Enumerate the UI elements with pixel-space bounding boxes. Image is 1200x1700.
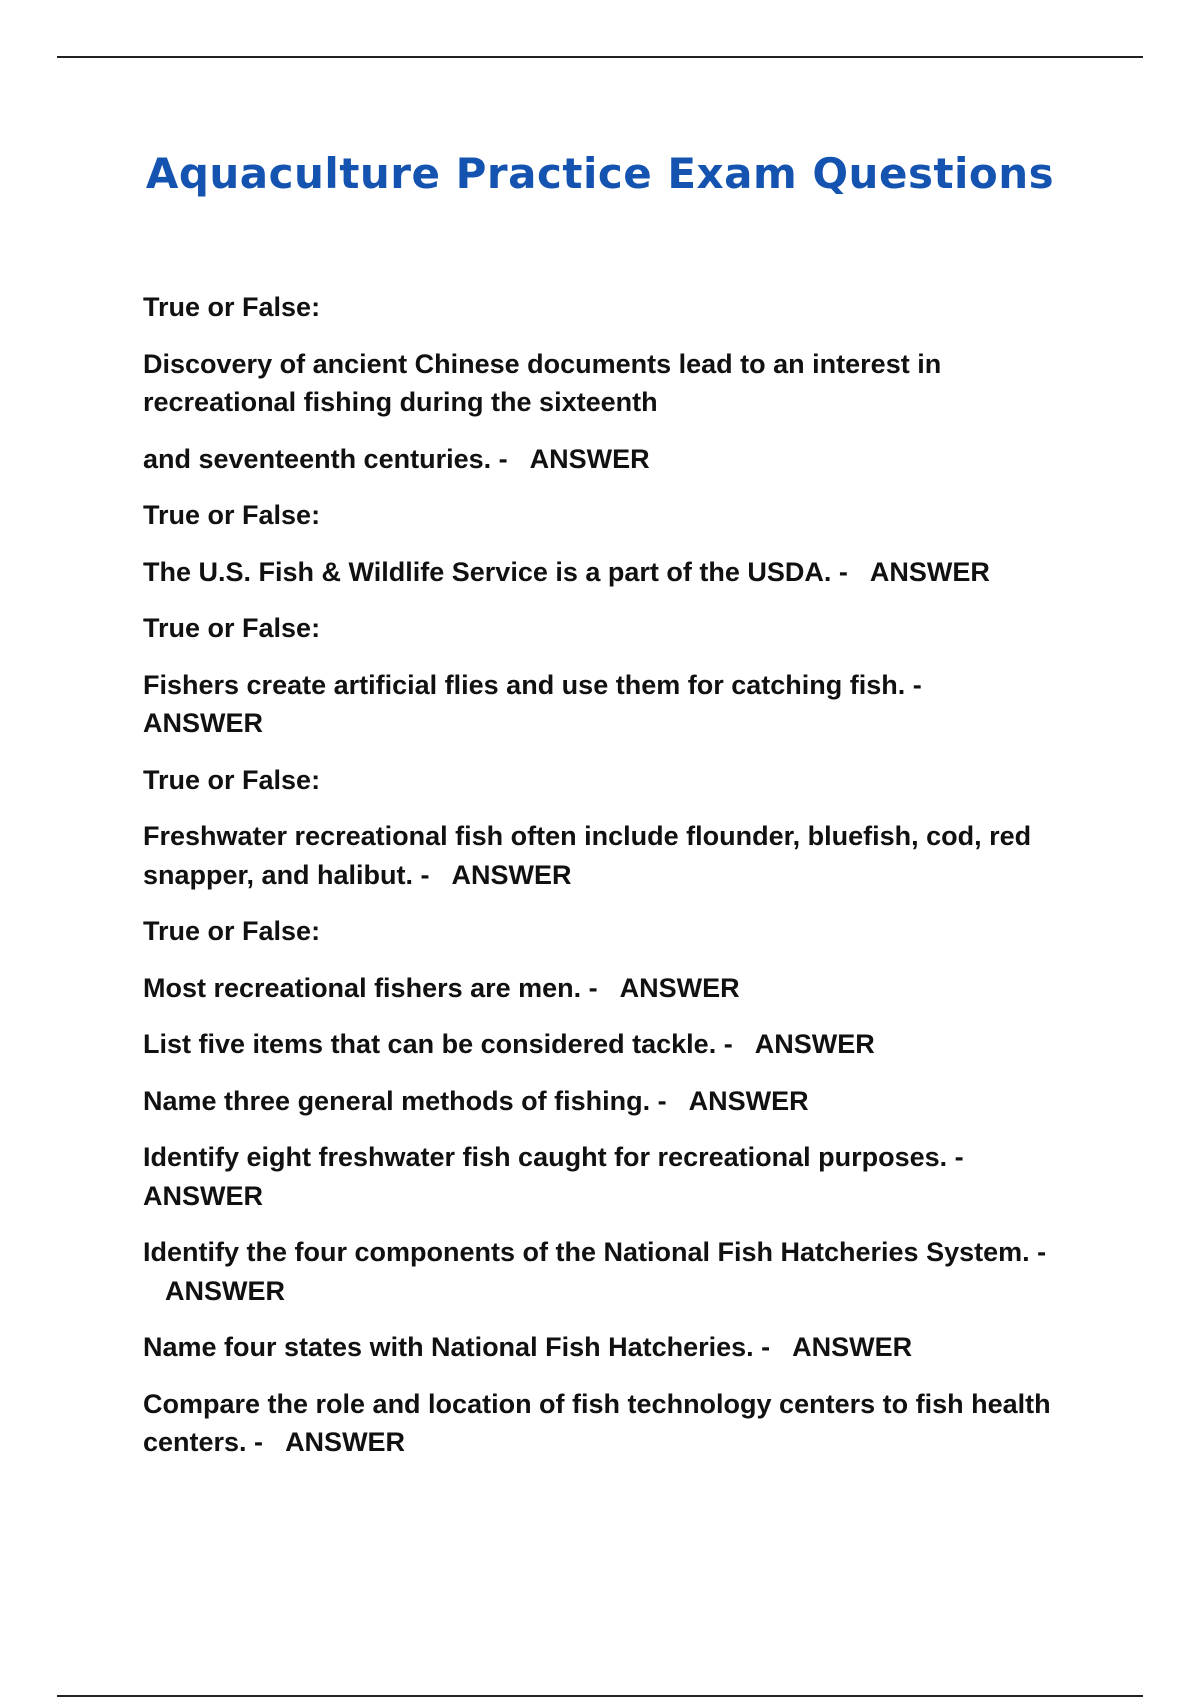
question-text-block bbox=[143, 440, 1093, 479]
answer-label: ANSWER bbox=[165, 1275, 285, 1306]
question-text-block bbox=[143, 1138, 1093, 1215]
question-text-block bbox=[143, 1328, 1093, 1367]
question-text: Identify the four components of the National Fish Hatcheries System. - bbox=[143, 1237, 1047, 1267]
question-text-block bbox=[143, 1385, 1093, 1462]
question-text: Identify eight freshwater fish caught for recreational purposes. - bbox=[143, 1142, 964, 1172]
answer-label: ANSWER bbox=[529, 443, 650, 474]
question-text: Compare the role and location of fish technology centers to fish health centers. - bbox=[143, 1388, 1051, 1457]
question-text: True or False: bbox=[143, 500, 321, 530]
top-rule bbox=[57, 56, 1143, 58]
question-prompt bbox=[143, 761, 1093, 800]
question-text: True or False: bbox=[143, 764, 321, 795]
answer-label: ANSWER bbox=[143, 708, 263, 738]
answer-label: ANSWER bbox=[143, 1180, 263, 1211]
question-text-block bbox=[143, 1233, 1093, 1310]
question-text: Name four states with National Fish Hatcheries. - bbox=[143, 1332, 771, 1362]
question-text: List five items that can be considered tackle. - bbox=[143, 1029, 733, 1059]
question-text: True or False: bbox=[143, 613, 321, 643]
question-text-block bbox=[143, 666, 1093, 743]
answer-label: ANSWER bbox=[451, 859, 572, 890]
question-text-block bbox=[143, 969, 1093, 1008]
question-prompt bbox=[143, 609, 1093, 648]
question-text: Discovery of ancient Chinese documents lead to an interest in recreational fishing during the sixteenth bbox=[143, 348, 942, 417]
answer-label: ANSWER bbox=[754, 1029, 875, 1059]
question-text-block bbox=[143, 1082, 1093, 1121]
question-prompt bbox=[143, 912, 1093, 951]
question-text: Fishers create artificial flies and use them for catching fish. - bbox=[143, 669, 922, 700]
answer-label: ANSWER bbox=[285, 1427, 406, 1457]
question-text-block bbox=[143, 1025, 1093, 1064]
question-list bbox=[143, 288, 1093, 1480]
bottom-rule bbox=[57, 1695, 1143, 1697]
answer-label: ANSWER bbox=[688, 1085, 809, 1116]
question-text: and seventeenth centuries. - bbox=[143, 443, 508, 474]
question-text: True or False: bbox=[143, 916, 321, 946]
question-text: Name three general methods of fishing. - bbox=[143, 1085, 667, 1116]
question-text: Freshwater recreational fish often include flounder, bluefish, cod, red snapper, and halibut. - bbox=[143, 821, 1032, 890]
question-prompt bbox=[143, 288, 1093, 327]
question-text-block bbox=[143, 553, 1093, 592]
question-text: Most recreational fishers are men. - bbox=[143, 972, 598, 1003]
page-title: Aquaculture Practice Exam Questions bbox=[145, 149, 1055, 198]
question-text: True or False: bbox=[143, 292, 321, 322]
question-text: The U.S. Fish & Wildlife Service is a part of the USDA. - bbox=[143, 556, 848, 587]
question-text-block bbox=[143, 817, 1093, 894]
question-prompt bbox=[143, 496, 1093, 535]
question-text-block bbox=[143, 345, 1093, 422]
answer-label: ANSWER bbox=[792, 1332, 913, 1362]
answer-label: ANSWER bbox=[869, 556, 990, 587]
answer-label: ANSWER bbox=[619, 972, 740, 1003]
